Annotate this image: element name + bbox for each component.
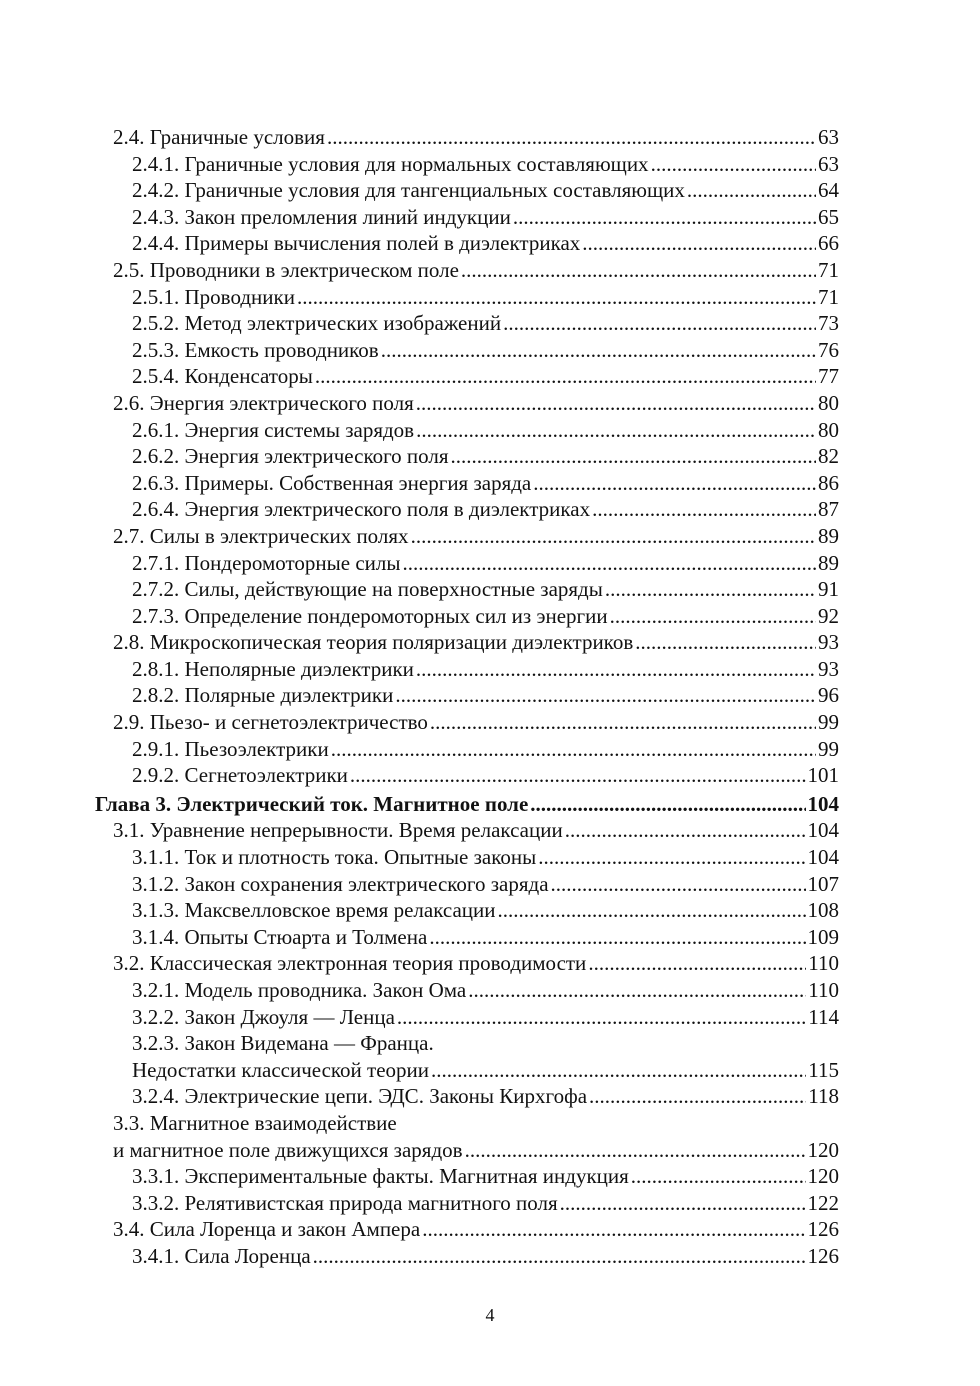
dot-leader [315, 363, 816, 390]
dot-leader [451, 443, 816, 470]
dot-leader [533, 470, 816, 497]
toc-entry[interactable] [0, 817, 980, 844]
toc-entry-page: 109 [807, 924, 839, 949]
toc-entry[interactable] [0, 470, 980, 497]
toc-entry-title: 2.4.3. Закон преломления линий индукции [132, 204, 511, 229]
toc-entry-title: 2.4. Граничные условия [113, 125, 325, 149]
toc-entry[interactable] [0, 709, 980, 736]
toc-entry[interactable] [0, 1030, 980, 1057]
toc-entry[interactable] [0, 523, 980, 550]
toc-entry-title: 3.3.1. Экспериментальные факты. Магнитная индукция [132, 1164, 629, 1189]
toc-entry-page: 99 [818, 736, 839, 761]
dot-leader [416, 390, 816, 417]
toc-entry-title: 3.3. Магнитное взаимодействие [113, 1110, 397, 1135]
dot-leader [631, 1163, 806, 1190]
dot-leader [422, 1216, 805, 1243]
toc-entry-title: 2.8. Микроскопическая теория поляризации диэлектриков [113, 630, 634, 655]
toc-entry[interactable] [0, 924, 980, 951]
page-number: 4 [485, 1305, 495, 1325]
toc-entry[interactable] [0, 1190, 980, 1217]
dot-leader [429, 924, 805, 951]
dot-leader [468, 977, 806, 1004]
toc-entry-page: 104 [807, 818, 839, 843]
toc-entry[interactable] [0, 177, 980, 204]
toc-entry[interactable] [0, 284, 980, 311]
toc-entry[interactable] [0, 310, 980, 337]
toc-entry-page: 92 [818, 603, 839, 628]
toc-entry[interactable] [0, 390, 980, 417]
toc-entry[interactable] [0, 1137, 980, 1164]
toc-entry-page: 89 [818, 550, 839, 575]
toc-entry-page: 108 [807, 898, 839, 923]
toc-entry-title: 2.5.2. Метод электрических изображений [132, 311, 502, 336]
dot-leader [610, 603, 816, 630]
toc-entry[interactable] [0, 417, 980, 444]
toc-entry[interactable] [0, 1163, 980, 1190]
toc-entry[interactable] [0, 629, 980, 656]
toc-entry-title: 2.6.4. Энергия электрического поля в диэлектриках [132, 497, 591, 522]
toc-entry-title: 2.7. Силы в электрических полях [113, 523, 409, 548]
toc-entry[interactable] [0, 977, 980, 1004]
toc-entry-title: 3.3.2. Релятивистская природа магнитного поля [132, 1190, 558, 1215]
toc-entry[interactable] [0, 151, 980, 178]
toc-entry-page: 126 [807, 1217, 839, 1242]
toc-entry[interactable] [0, 337, 980, 364]
dot-leader [538, 844, 805, 871]
toc-entry-page: 82 [818, 444, 839, 469]
dot-leader [430, 709, 816, 736]
toc-entry-title: 2.4.4. Примеры вычисления полей в диэлектриках [132, 231, 581, 256]
toc-entry-page: 65 [818, 204, 839, 229]
toc-entry[interactable] [0, 897, 980, 924]
toc-entry[interactable] [0, 496, 980, 523]
toc-entry-page: 64 [818, 178, 839, 203]
toc-entry-title: 3.1.4. Опыты Стюарта и Толмена [132, 924, 428, 949]
toc-entry-page: 96 [818, 683, 839, 708]
toc-entry[interactable] [0, 844, 980, 871]
dot-leader [513, 204, 816, 231]
toc-entry-page: 114 [808, 1004, 839, 1029]
dot-leader [560, 1190, 806, 1217]
toc-entry-title: 2.6. Энергия электрического поля [113, 390, 414, 415]
dot-leader [588, 950, 806, 977]
dot-leader [431, 1057, 806, 1084]
toc-entry[interactable] [0, 682, 980, 709]
toc-entry-title: 2.5. Проводники в электрическом поле [113, 257, 459, 282]
toc-entry-title: 2.6.3. Примеры. Собственная энергия заряда [132, 470, 532, 495]
toc-entry-title: 3.4.1. Сила Лоренца [132, 1243, 311, 1268]
toc-entry[interactable] [0, 550, 980, 577]
toc-entry-page: 77 [818, 364, 839, 389]
toc-entry[interactable] [0, 950, 980, 977]
toc-entry[interactable] [0, 1110, 980, 1137]
toc-entry-title: 3.1.2. Закон сохранения электрического заряда [132, 871, 549, 896]
toc-entry-page: 80 [818, 390, 839, 415]
toc-entry-page: 93 [818, 630, 839, 655]
toc-entry-page: 120 [807, 1137, 839, 1162]
dot-leader [589, 1083, 806, 1110]
toc-entry[interactable] [0, 124, 980, 151]
toc-entry-title: 2.8.2. Полярные диэлектрики [132, 683, 394, 708]
toc-entry-page: 99 [818, 710, 839, 735]
toc-entry-title: 3.2.1. Модель проводника. Закон Ома [132, 978, 467, 1002]
dot-leader [582, 230, 816, 257]
toc-entry-title: 3.2.2. Закон Джоуля — Ленца [132, 1004, 395, 1029]
toc-entry-page: 71 [818, 257, 839, 282]
toc-entry-title: 3.1.1. Ток и плотность тока. Опытные законы [132, 845, 537, 870]
toc-entry-page: 76 [818, 337, 839, 362]
toc-entry-title: Недостатки классической теории [132, 1057, 430, 1082]
toc-entry[interactable] [0, 257, 980, 284]
toc-entry-title: 2.4.1. Граничные условия для нормальных составляющих [132, 151, 649, 176]
dot-leader [565, 817, 806, 844]
dot-leader [327, 124, 816, 151]
toc-entry-title: 2.9. Пьезо- и сегнетоэлектричество [113, 710, 428, 735]
toc-entry-page: 66 [818, 231, 839, 256]
toc-entry-title: и магнитное поле движущихся зарядов [113, 1137, 463, 1162]
dot-leader [503, 310, 816, 337]
toc-entry[interactable] [0, 603, 980, 630]
toc-entry[interactable] [0, 363, 980, 390]
toc-entry-title: 3.1.3. Максвелловское время релаксации [132, 898, 496, 923]
toc-entry-page: 86 [818, 470, 839, 495]
toc-entry[interactable] [0, 656, 980, 683]
toc-entry-page: 80 [818, 417, 839, 442]
toc-entry-page: 104 [807, 791, 839, 816]
toc-entry[interactable] [0, 736, 980, 763]
dot-leader [350, 762, 806, 789]
toc-entry[interactable] [0, 1216, 980, 1243]
toc-entry[interactable] [0, 791, 980, 818]
toc-entry[interactable] [0, 1083, 980, 1110]
toc-entry-title: 2.7.3. Определение пондеромоторных сил из энергии [132, 603, 608, 628]
toc-entry-page: 107 [807, 871, 839, 896]
toc-entry-title: Глава 3. Электрический ток. Магнитное поле [95, 791, 529, 816]
dot-leader [605, 576, 816, 603]
toc-entry-page: 115 [808, 1057, 839, 1082]
toc-entry-page: 93 [818, 656, 839, 681]
toc-entry-page: 110 [808, 951, 839, 976]
dot-leader [530, 791, 805, 818]
toc-entry-title: 3.2. Классическая электронная теория проводимости [113, 951, 587, 976]
dot-leader [381, 337, 816, 364]
dot-leader [461, 257, 816, 284]
toc-entry-page: 120 [807, 1164, 839, 1189]
toc-entry[interactable] [0, 204, 980, 231]
dot-leader [465, 1137, 806, 1164]
toc-entry-page: 63 [818, 125, 839, 149]
toc-entry-title: 2.9.2. Сегнетоэлектрики [132, 763, 348, 788]
dot-leader [498, 897, 806, 924]
dot-leader [297, 284, 816, 311]
toc-entry-page: 63 [818, 151, 839, 176]
dot-leader [687, 177, 816, 204]
toc-entry-page: 91 [818, 577, 839, 602]
toc-entry-page: 73 [818, 311, 839, 336]
toc-entry-title: 2.4.2. Граничные условия для тангенциальных составляющих [132, 178, 685, 203]
toc-entry-page: 118 [808, 1084, 839, 1109]
toc-entry-title: 2.8.1. Неполярные диэлектрики [132, 656, 414, 681]
toc-entry[interactable] [0, 1057, 980, 1084]
toc-entry-title: 2.5.4. Конденсаторы [132, 364, 313, 389]
dot-leader [416, 417, 816, 444]
dot-leader [313, 1243, 806, 1270]
toc-entry-title: 2.7.1. Пондеромоторные силы [132, 550, 401, 575]
toc-entry-page: 122 [807, 1190, 839, 1215]
dot-leader [397, 1004, 806, 1031]
dot-leader [651, 151, 816, 178]
toc-entry-title: 3.4. Сила Лоренца и закон Ампера [113, 1217, 421, 1242]
dot-leader [592, 496, 816, 523]
toc-entry[interactable] [0, 762, 980, 789]
toc-entry-title: 2.9.1. Пьезоэлектрики [132, 736, 329, 761]
toc-entry-title: 3.2.4. Электрические цепи. ЭДС. Законы Кирхгофа [132, 1084, 588, 1109]
toc-entry-title: 2.6.2. Энергия электрического поля [132, 444, 449, 469]
toc-entry[interactable] [0, 230, 980, 257]
toc-entry-page: 126 [807, 1243, 839, 1268]
dot-leader [635, 629, 816, 656]
toc-entry-title: 2.6.1. Энергия системы зарядов [132, 417, 415, 442]
toc-entry-page: 101 [807, 763, 839, 788]
toc-entry-title: 3.2.3. Закон Видемана — Франца. [132, 1031, 434, 1056]
toc-entry-page: 89 [818, 523, 839, 548]
toc-entry-page: 87 [818, 497, 839, 522]
dot-leader [416, 656, 816, 683]
toc-entry-title: 3.1. Уравнение непрерывности. Время релаксации [113, 818, 563, 843]
dot-leader [411, 523, 816, 550]
toc-entry[interactable] [0, 1243, 980, 1270]
toc-entry-title: 2.5.3. Емкость проводников [132, 337, 379, 362]
table-of-contents [0, 124, 980, 1270]
toc-entry-page: 110 [808, 978, 839, 1002]
toc-entry-page: 71 [818, 284, 839, 309]
dot-leader [331, 736, 816, 763]
toc-entry[interactable] [0, 871, 980, 898]
toc-entry-title: 2.7.2. Силы, действующие на поверхностные заряды [132, 577, 603, 602]
toc-entry[interactable] [0, 1004, 980, 1031]
toc-entry[interactable] [0, 576, 980, 603]
toc-entry-page: 104 [807, 845, 839, 870]
dot-leader [395, 682, 816, 709]
toc-entry-title: 2.5.1. Проводники [132, 284, 295, 309]
dot-leader [403, 550, 817, 577]
toc-entry[interactable] [0, 443, 980, 470]
dot-leader [551, 871, 806, 898]
